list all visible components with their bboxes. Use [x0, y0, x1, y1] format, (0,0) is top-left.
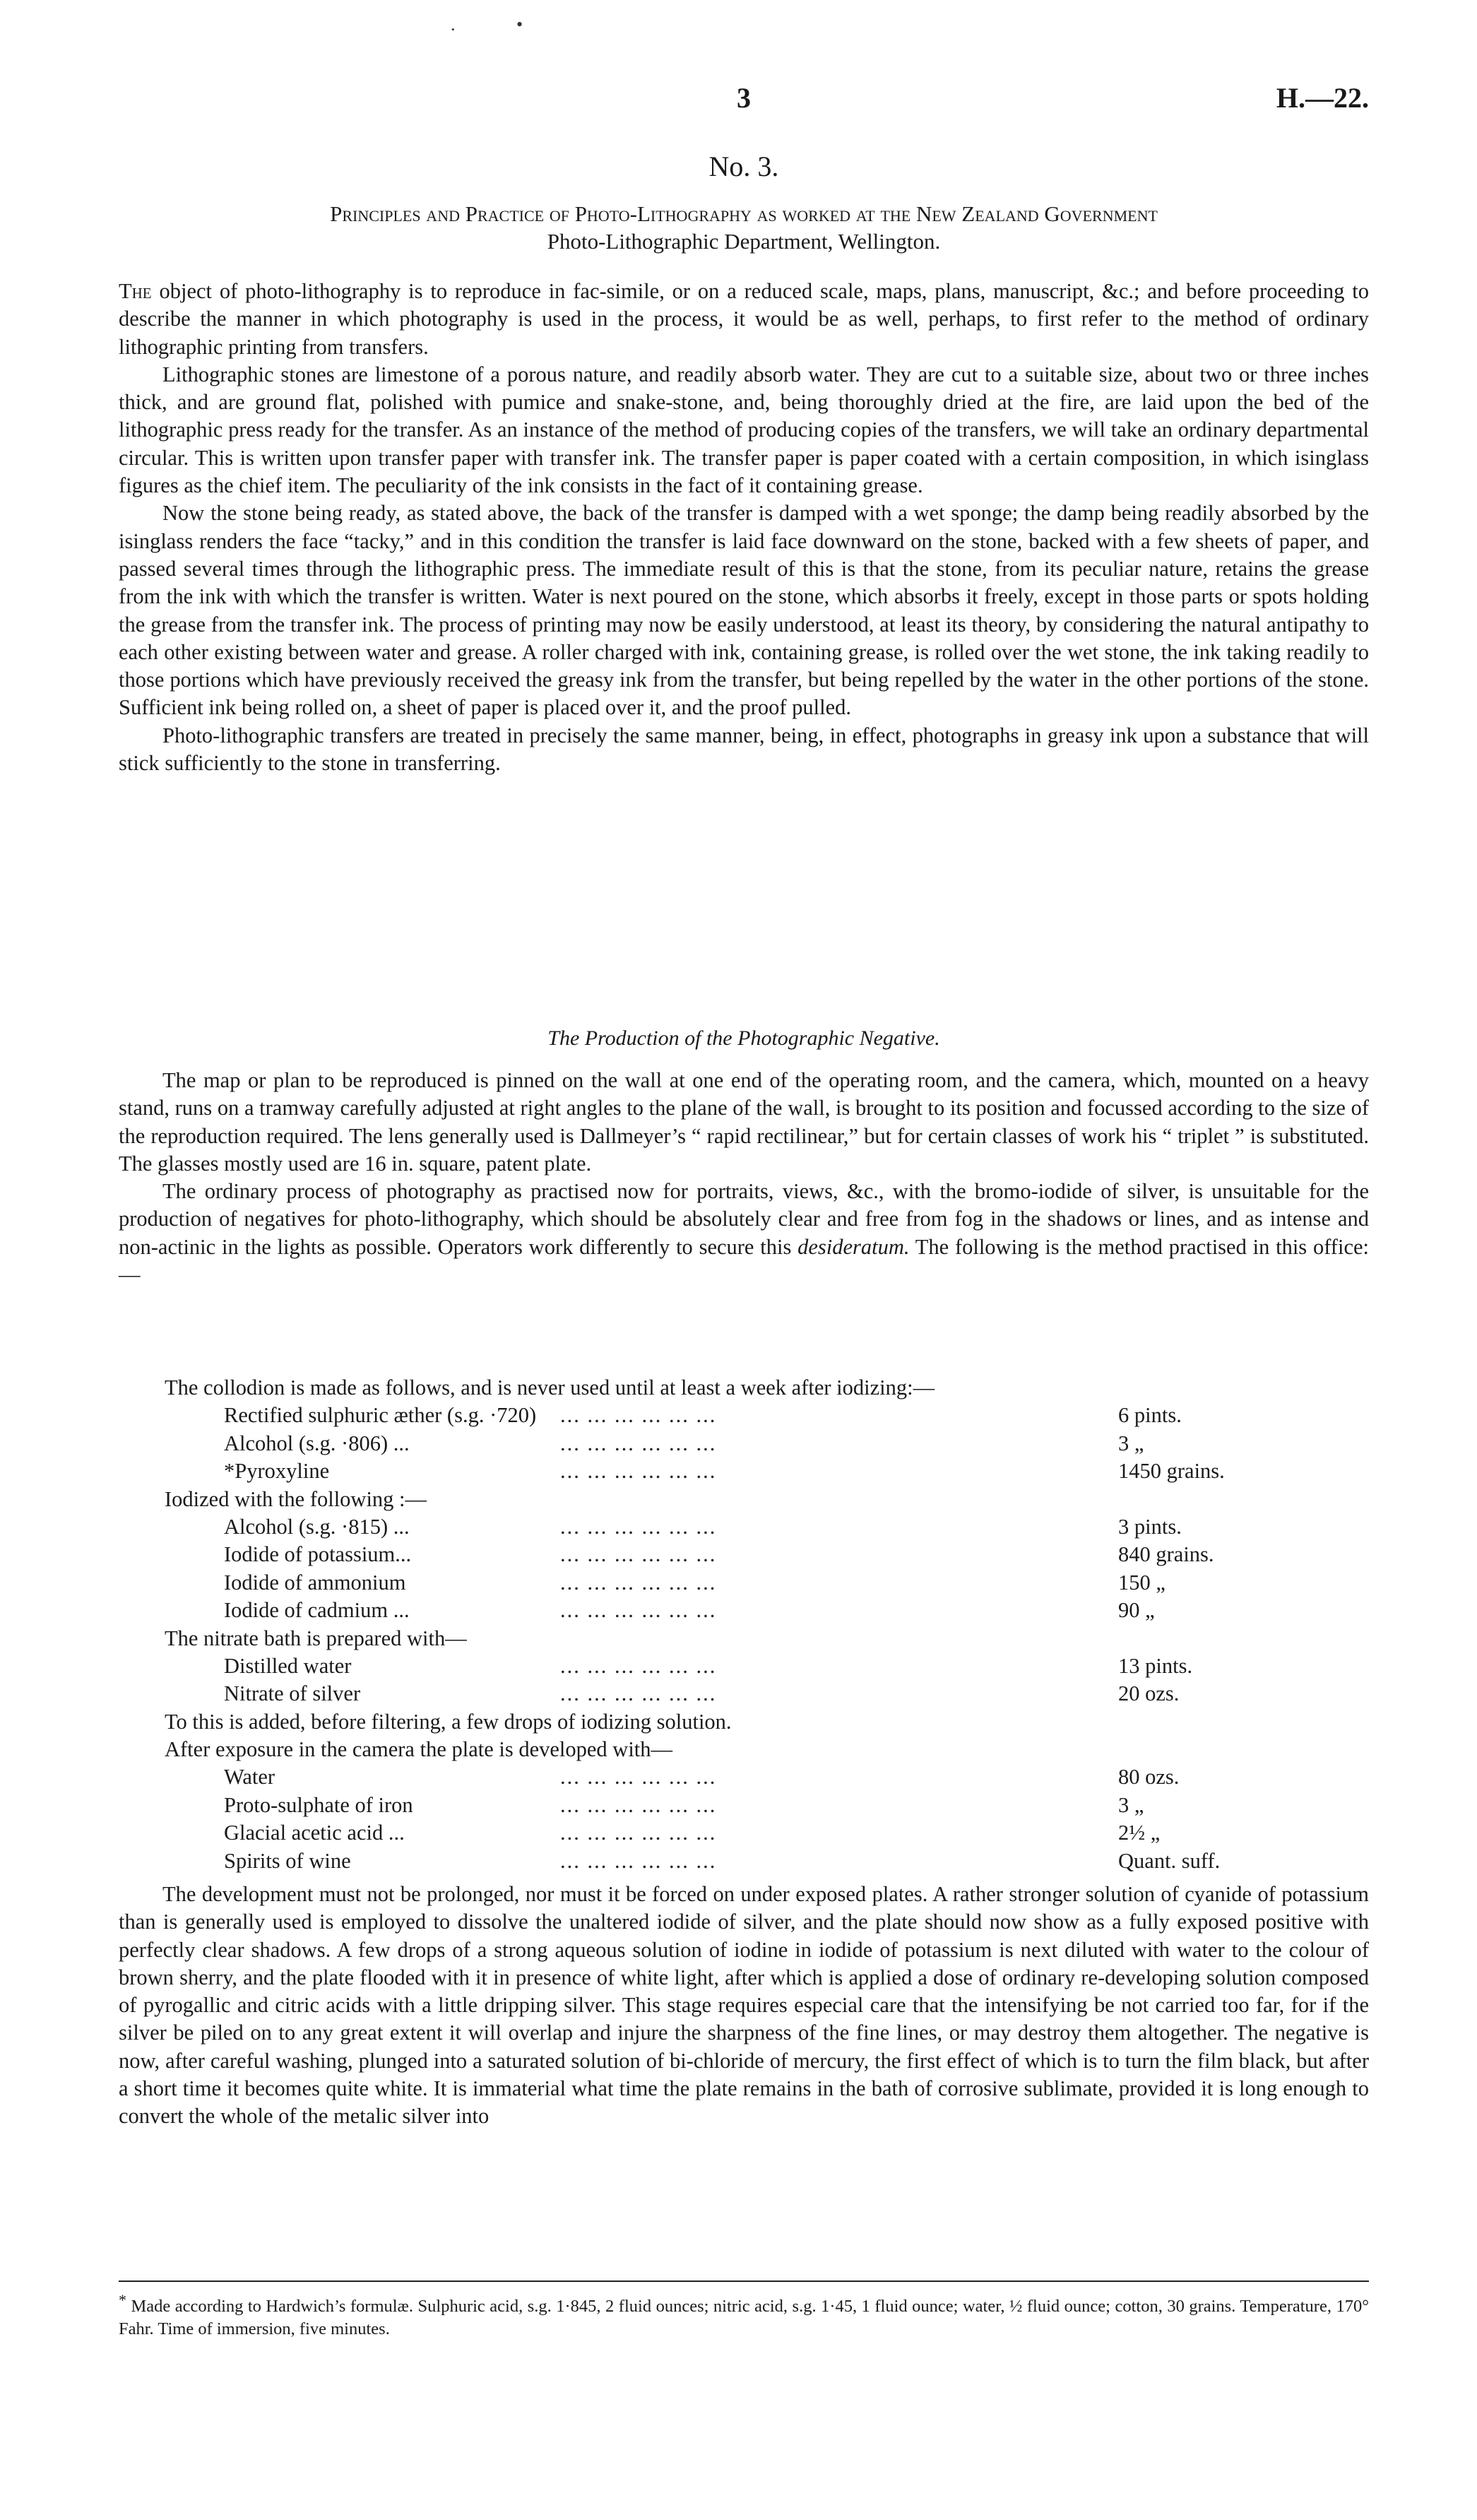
development-paragraph: The development must not be prolonged, nor must it be forced on under exposed plates. A rather stronger solution of cyanide of potassium than is generally used is employed to dissolve the unaltered iodide of silver, and the plate should now show as a fully exposed positive with perfectly clear shadows. A few drops of a strong aqueous solution of iodine in iodide of potassium is next diluted with water to the colour of brown sherry, and the plate flooded with it in presence of white light, after which is applied a dose of ordinary re-developing solution composed of pyrogallic and citric acids with a little dripping silver. This stage requires especial care that the intensifying be not carried too far, for if the silver be piled on to any great extent it will overlap and injure the sharpness of the fine lines, or may destroy them altogether. The negative is now, after careful washing, plunged into a saturated solution of bi-chloride of mercury, the first effect of which is to turn the film black, but after a short time it becomes quite white. It is immaterial what time the plate remains in the bath of corrosive sublimate, provided it is long enough to convert the whole of the metalic silver into	[119, 1882, 1369, 2129]
ingredient-quantity: 80 ozs.	[1118, 1765, 1180, 1790]
formula-row	[165, 1847, 1330, 1875]
bath-note: To this is added, before filtering, a few drops of iodizing solution.	[165, 1709, 732, 1734]
leader-dots: ... ... ... ... ... ...	[560, 1542, 717, 1567]
negative-paragraph-2-tail: The following is the method practised in this office:—	[119, 1234, 1369, 1287]
leader-dots: ... ... ... ... ... ...	[560, 1681, 717, 1706]
formula-row	[165, 1569, 1330, 1597]
desideratum-word: desideratum.	[797, 1234, 910, 1259]
ingredient-quantity: 3 „	[1118, 1431, 1144, 1455]
document-number: No. 3.	[708, 150, 779, 182]
section-heading: The Production of the Photographic Negative.	[547, 1027, 940, 1050]
collodion-intro: The collodion is made as follows, and is never used until at least a week after iodizing:—	[165, 1376, 935, 1400]
formula-row	[165, 1457, 1330, 1485]
negative-paragraph-1: The map or plan to be reproduced is pinned on the wall at one end of the operating room, and the camera, which, mounted on a heavy stand, runs on a tramway carefully adjusted at right angles to the plane of the wall, is brought to its position and focussed according to the size of the reproduction required. The lens generally used is Dallmeyer’s “ rapid rectilinear,” but for certain classes of work his “ triplet ” is substituted. The glasses mostly used are 16 in. square, patent plate.	[119, 1068, 1369, 1176]
formula-row	[165, 1402, 1330, 1429]
ingredient-name: Spirits of wine	[224, 1848, 351, 1873]
leader-dots: ... ... ... ... ... ...	[560, 1765, 717, 1790]
intro-paragraph-2: Lithographic stones are limestone of a porous nature, and readily absorb water. They are cut to a suitable size, about two or three inches thick, and are ground flat, polished with pumice and snake-stone, and, being thoroughly dried at the fire, are laid upon the bed of the lithographic press ready for the transfer. As an instance of the method of producing copies of the transfers, we will take an ordinary departmental circular. This is written upon transfer paper with transfer ink. The transfer paper is paper coated with a certain composition, in which isinglass figures as the chief item. The peculiarity of the ink consists in the fact of it containing grease.	[119, 362, 1369, 498]
formula-row	[165, 1792, 1330, 1819]
formula-row	[165, 1819, 1330, 1847]
ingredient-quantity: 840 grains.	[1118, 1542, 1214, 1567]
ingredient-quantity: Quant. suff.	[1118, 1848, 1221, 1873]
ingredient-name: Iodide of ammonium	[224, 1570, 406, 1595]
document-title	[119, 200, 1369, 255]
ingredient-quantity: 3 pints.	[1118, 1514, 1182, 1539]
leader-dots: ... ... ... ... ... ...	[560, 1570, 717, 1595]
iodized-intro: Iodized with the following :—	[165, 1486, 427, 1511]
intro-paragraph-3: Now the stone being ready, as stated above, the back of the transfer is damped with a wet sponge; the damp being readily absorbed by the isinglass renders the face “tacky,” and in this condition the transfer is laid face downward on the stone, backed with a few sheets of paper, and passed several times through the lithographic press. The immediate result of this is that the stone, from its peculiar nature, retains the grease from the ink with which the transfer is written. Water is next poured on the stone, which absorbs it freely, except in those parts or spots holding the grease from the transfer ink. The process of printing may now be easily understood, at least its theory, by considering the natural antipathy to each other existing between water and grease. A roller charged with ink, containing grease, is rolled over the wet stone, the ink taking readily to those portions which have previously received the greasy ink from the transfer, but being repelled by the water in the other portions of the stone. Sufficient ink being rolled on, a sheet of paper is placed over it, and the proof pulled.	[119, 501, 1369, 720]
formula-list	[165, 1374, 1330, 1875]
formula-row	[165, 1513, 1330, 1541]
page-number: 3	[737, 82, 751, 114]
ingredient-quantity: 90 „	[1118, 1598, 1155, 1623]
title-line-2: Photo-Lithographic Department, Wellington.	[547, 229, 941, 254]
document-page	[119, 0, 1369, 2520]
formula-row	[165, 1597, 1330, 1624]
negative-section	[119, 1067, 1369, 1289]
title-line-1: Principles and Practice of Photo-Lithography as worked at the New Zealand Government	[330, 201, 1158, 226]
printer-marks: . •	[451, 14, 552, 35]
footnote-text: Made according to Hardwich’s formulæ. Sulphuric acid, s.g. 1·845, 2 fluid ounces; nitric acid, s.g. 1·45, 1 fluid ounce; water, ½ fluid ounce; cotton, 30 grains. Temperature, 170° Fahr. Time of immersion, five minutes.	[119, 2297, 1369, 2339]
leader-dots: ... ... ... ... ... ...	[560, 1792, 717, 1817]
formula-row	[165, 1652, 1330, 1680]
leader-dots: ... ... ... ... ... ...	[560, 1653, 717, 1678]
ingredient-name: Glacial acetic acid ...	[224, 1821, 405, 1845]
formula-row	[165, 1541, 1330, 1568]
bath-intro: The nitrate bath is prepared with—	[165, 1626, 467, 1650]
intro-paragraph-4: Photo-lithographic transfers are treated in precisely the same manner, being, in effect, photographs in greasy ink upon a substance that will stick sufficiently to the stone in transferring.	[119, 723, 1369, 776]
ingredient-quantity: 20 ozs.	[1118, 1681, 1180, 1706]
leader-dots: ... ... ... ... ... ...	[560, 1403, 717, 1428]
ingredient-name: Rectified sulphuric æther (s.g. ·720)	[224, 1403, 537, 1428]
ingredient-name: Iodide of potassium...	[224, 1542, 412, 1567]
intro-section	[119, 278, 1369, 777]
intro-paragraph-1	[119, 278, 1369, 361]
ingredient-quantity: 13 pints.	[1118, 1653, 1193, 1678]
document-code: H.—22.	[1276, 82, 1369, 114]
leader-dots: ... ... ... ... ... ...	[560, 1821, 717, 1845]
ingredient-quantity: 6 pints.	[1118, 1403, 1182, 1428]
ingredient-name: Water	[224, 1765, 275, 1790]
footnote	[119, 2289, 1369, 2341]
leader-dots: ... ... ... ... ... ...	[560, 1848, 717, 1873]
ingredient-name: Nitrate of silver	[224, 1681, 361, 1706]
ingredient-quantity: 150 „	[1118, 1570, 1165, 1595]
ingredient-name: *Pyroxyline	[224, 1459, 330, 1484]
developer-intro: After exposure in the camera the plate is developed with—	[165, 1737, 673, 1762]
ingredient-name: Alcohol (s.g. ·806) ...	[224, 1431, 410, 1455]
leader-dots: ... ... ... ... ... ...	[560, 1459, 717, 1484]
formula-row	[165, 1763, 1330, 1791]
ingredient-name: Alcohol (s.g. ·815) ...	[224, 1514, 410, 1539]
formula-row	[165, 1680, 1330, 1708]
leader-dots: ... ... ... ... ... ...	[560, 1598, 717, 1623]
ingredient-name: Iodide of cadmium ...	[224, 1598, 410, 1623]
leader-dots: ... ... ... ... ... ...	[560, 1431, 717, 1455]
leader-dots: ... ... ... ... ... ...	[560, 1514, 717, 1539]
negative-paragraph-2	[119, 1178, 1369, 1289]
negative-paragraph-2-text: The ordinary process of photography as practised now for portraits, views, &c., with the bromo-iodide of silver, is unsuitable for the production of negatives for photo-lithography, which should be absolutely clear and free from fog in the shadows or lines, and as intense and non-actinic in the lights as possible. Operators work differently to secure this	[119, 1179, 1369, 1259]
ingredient-name: Proto-sulphate of iron	[224, 1792, 413, 1817]
intro-paragraph-1-text: object of photo-lithography is to reproduce in fac-simile, or on a reduced scale, maps, plans, manuscript, &c.; and before proceeding to describe the manner in which photography is used in the process, it would be as well, perhaps, to first refer to the method of ordinary lithographic printing from transfers.	[119, 279, 1369, 359]
ingredient-quantity: 1450 grains.	[1118, 1459, 1225, 1484]
ingredient-quantity: 3 „	[1118, 1792, 1144, 1817]
footnote-divider	[119, 2281, 1369, 2282]
lead-word: The	[119, 279, 152, 303]
ingredient-quantity: 2½ „	[1118, 1821, 1161, 1845]
ingredient-name: Distilled water	[224, 1653, 352, 1678]
footnote-mark: *	[119, 2291, 126, 2309]
development-section	[119, 1881, 1369, 2131]
formula-row	[165, 1430, 1330, 1457]
